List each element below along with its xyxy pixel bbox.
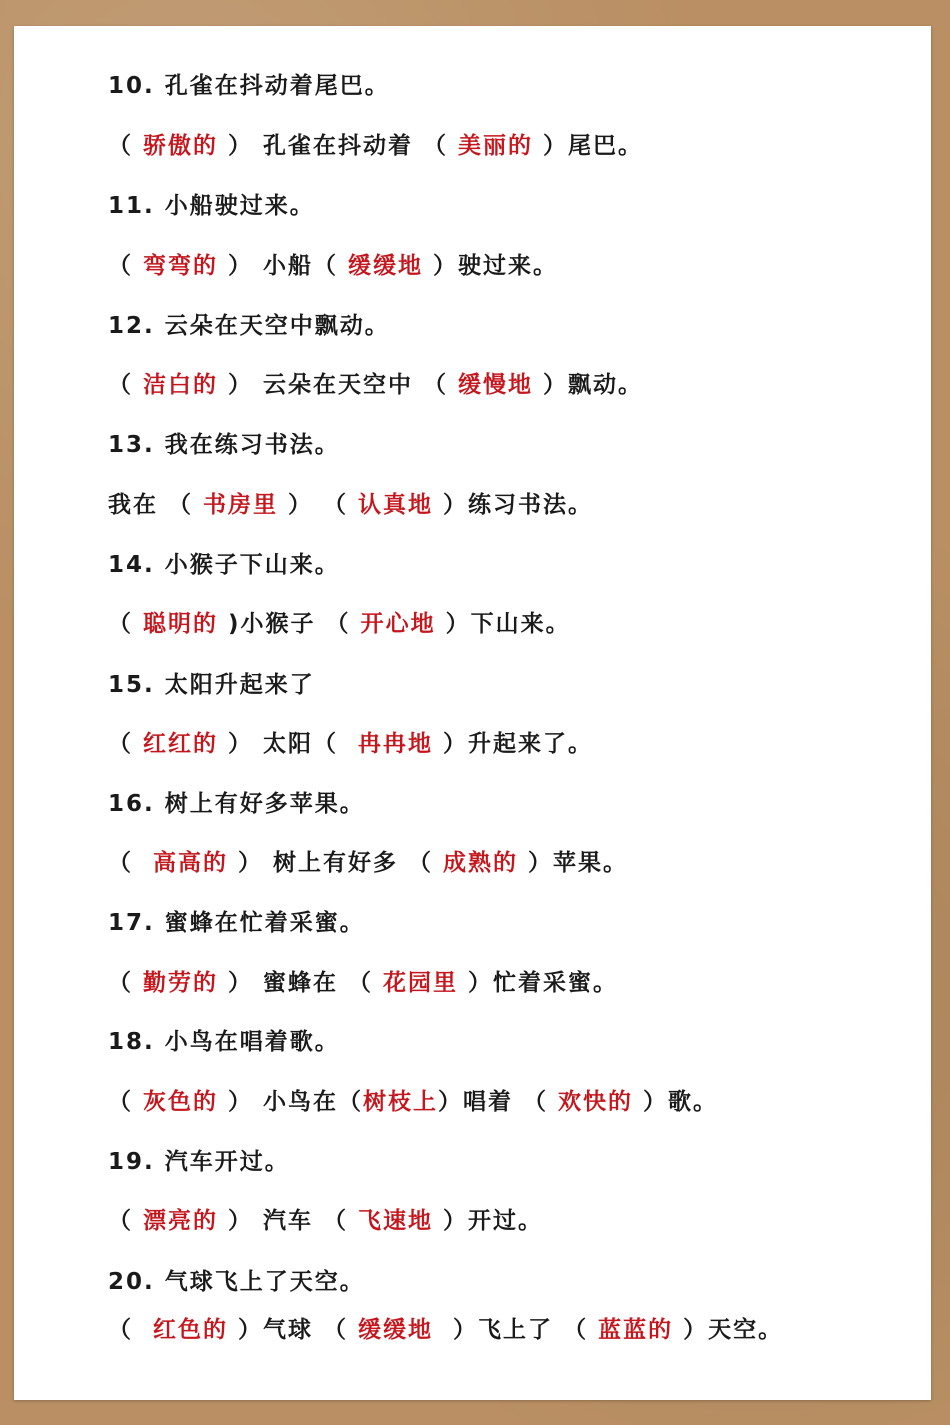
answer-word: 红红的 [143,731,219,757]
answer-text: 我在 （ [108,492,204,518]
exercise-answer [108,963,618,1003]
answer-text: ）尾巴。 [533,133,644,159]
exercise-answer [108,126,643,166]
answer-word: 欢快的 [558,1089,634,1115]
answer-word: 缓缓地 [348,253,424,279]
exercise-answer [108,485,593,525]
exercise-question: 11. 小船驶过来。 [108,193,315,219]
exercise-answer [108,1310,783,1350]
answer-word: 认真地 [358,492,434,518]
exercise-question: 13. 我在练习书法。 [108,432,340,458]
answer-text: ） 云朵在天空中 （ [218,372,459,398]
answer-word: 开心地 [360,611,436,637]
answer-word: 美丽的 [458,133,534,159]
answer-word: 高高的 [153,850,229,876]
exercise-question: 17. 蜜蜂在忙着采蜜。 [108,910,365,936]
answer-text: （ [108,1208,144,1234]
answer-text: ）飞上了 （ [433,1317,599,1343]
answer-word: 洁白的 [143,372,219,398]
answer-text: ）气球 （ [228,1317,359,1343]
answer-text: （ [108,253,144,279]
answer-text: ）苹果。 [518,850,629,876]
answer-text: （ [108,850,154,876]
answer-word: 聪明的 [143,611,219,637]
answer-word: 蓝蓝的 [598,1317,674,1343]
answer-word: 飞速地 [358,1208,434,1234]
answer-word: 弯弯的 [143,253,219,279]
exercise-question: 16. 树上有好多苹果。 [108,791,365,817]
answer-word: 缓缓地 [358,1317,434,1343]
answer-word: 红色的 [153,1317,229,1343]
answer-text: ） （ [278,492,359,518]
answer-text: ）开过。 [433,1208,544,1234]
answer-text: （ [108,970,144,996]
worksheet-page [14,26,931,1400]
answer-word: 花园里 [383,970,459,996]
answer-text: )小猴子 （ [218,611,361,637]
answer-text: ）忙着采蜜。 [458,970,619,996]
answer-word: 骄傲的 [143,133,219,159]
answer-word: 书房里 [203,492,279,518]
answer-text: （ [108,1317,154,1343]
exercise-question: 19. 汽车开过。 [108,1149,290,1175]
exercise-answer [108,1201,543,1241]
answer-text: ）驶过来。 [423,253,559,279]
exercise-answer [108,843,628,883]
answer-text: （ [108,133,144,159]
answer-text: ）唱着 （ [438,1089,559,1115]
answer-text: ） 太阳（ [218,731,359,757]
answer-text: ） 小船（ [218,253,349,279]
answer-word: 缓慢地 [458,372,534,398]
answer-text: ）练习书法。 [433,492,594,518]
answer-text: ） 树上有好多 （ [228,850,444,876]
answer-text: （ [108,731,144,757]
answer-text: ） 蜜蜂在 （ [218,970,384,996]
exercise-question: 15. 太阳升起来了 [108,672,315,698]
exercise-answer [108,246,558,286]
answer-word: 勤劳的 [143,970,219,996]
answer-text: ） 孔雀在抖动着 （ [218,133,459,159]
exercise-answer [108,724,593,764]
exercise-answer [108,1082,718,1122]
answer-word: 灰色的 [143,1089,219,1115]
exercise-question: 20. 气球飞上了天空。 [108,1269,365,1295]
answer-text: （ [108,1089,144,1115]
answer-text: （ [108,372,144,398]
answer-word: 漂亮的 [143,1208,219,1234]
answer-text: ）升起来了。 [433,731,594,757]
answer-text: ）歌。 [633,1089,719,1115]
exercise-question: 18. 小鸟在唱着歌。 [108,1029,340,1055]
exercise-question: 12. 云朵在天空中飘动。 [108,313,390,339]
answer-text: ） 汽车 （ [218,1208,359,1234]
exercise-question: 14. 小猴子下山来。 [108,552,340,578]
exercise-answer [108,604,571,644]
answer-text: ）下山来。 [435,611,571,637]
answer-text: ）飘动。 [533,372,644,398]
answer-word: 树枝上 [363,1089,439,1115]
answer-text: （ [108,611,144,637]
exercise-question: 10. 孔雀在抖动着尾巴。 [108,73,390,99]
answer-word: 成熟的 [443,850,519,876]
answer-word: 冉冉地 [358,731,434,757]
answer-text: ） 小鸟在（ [218,1089,364,1115]
exercise-answer [108,365,643,405]
answer-text: ）天空。 [673,1317,784,1343]
